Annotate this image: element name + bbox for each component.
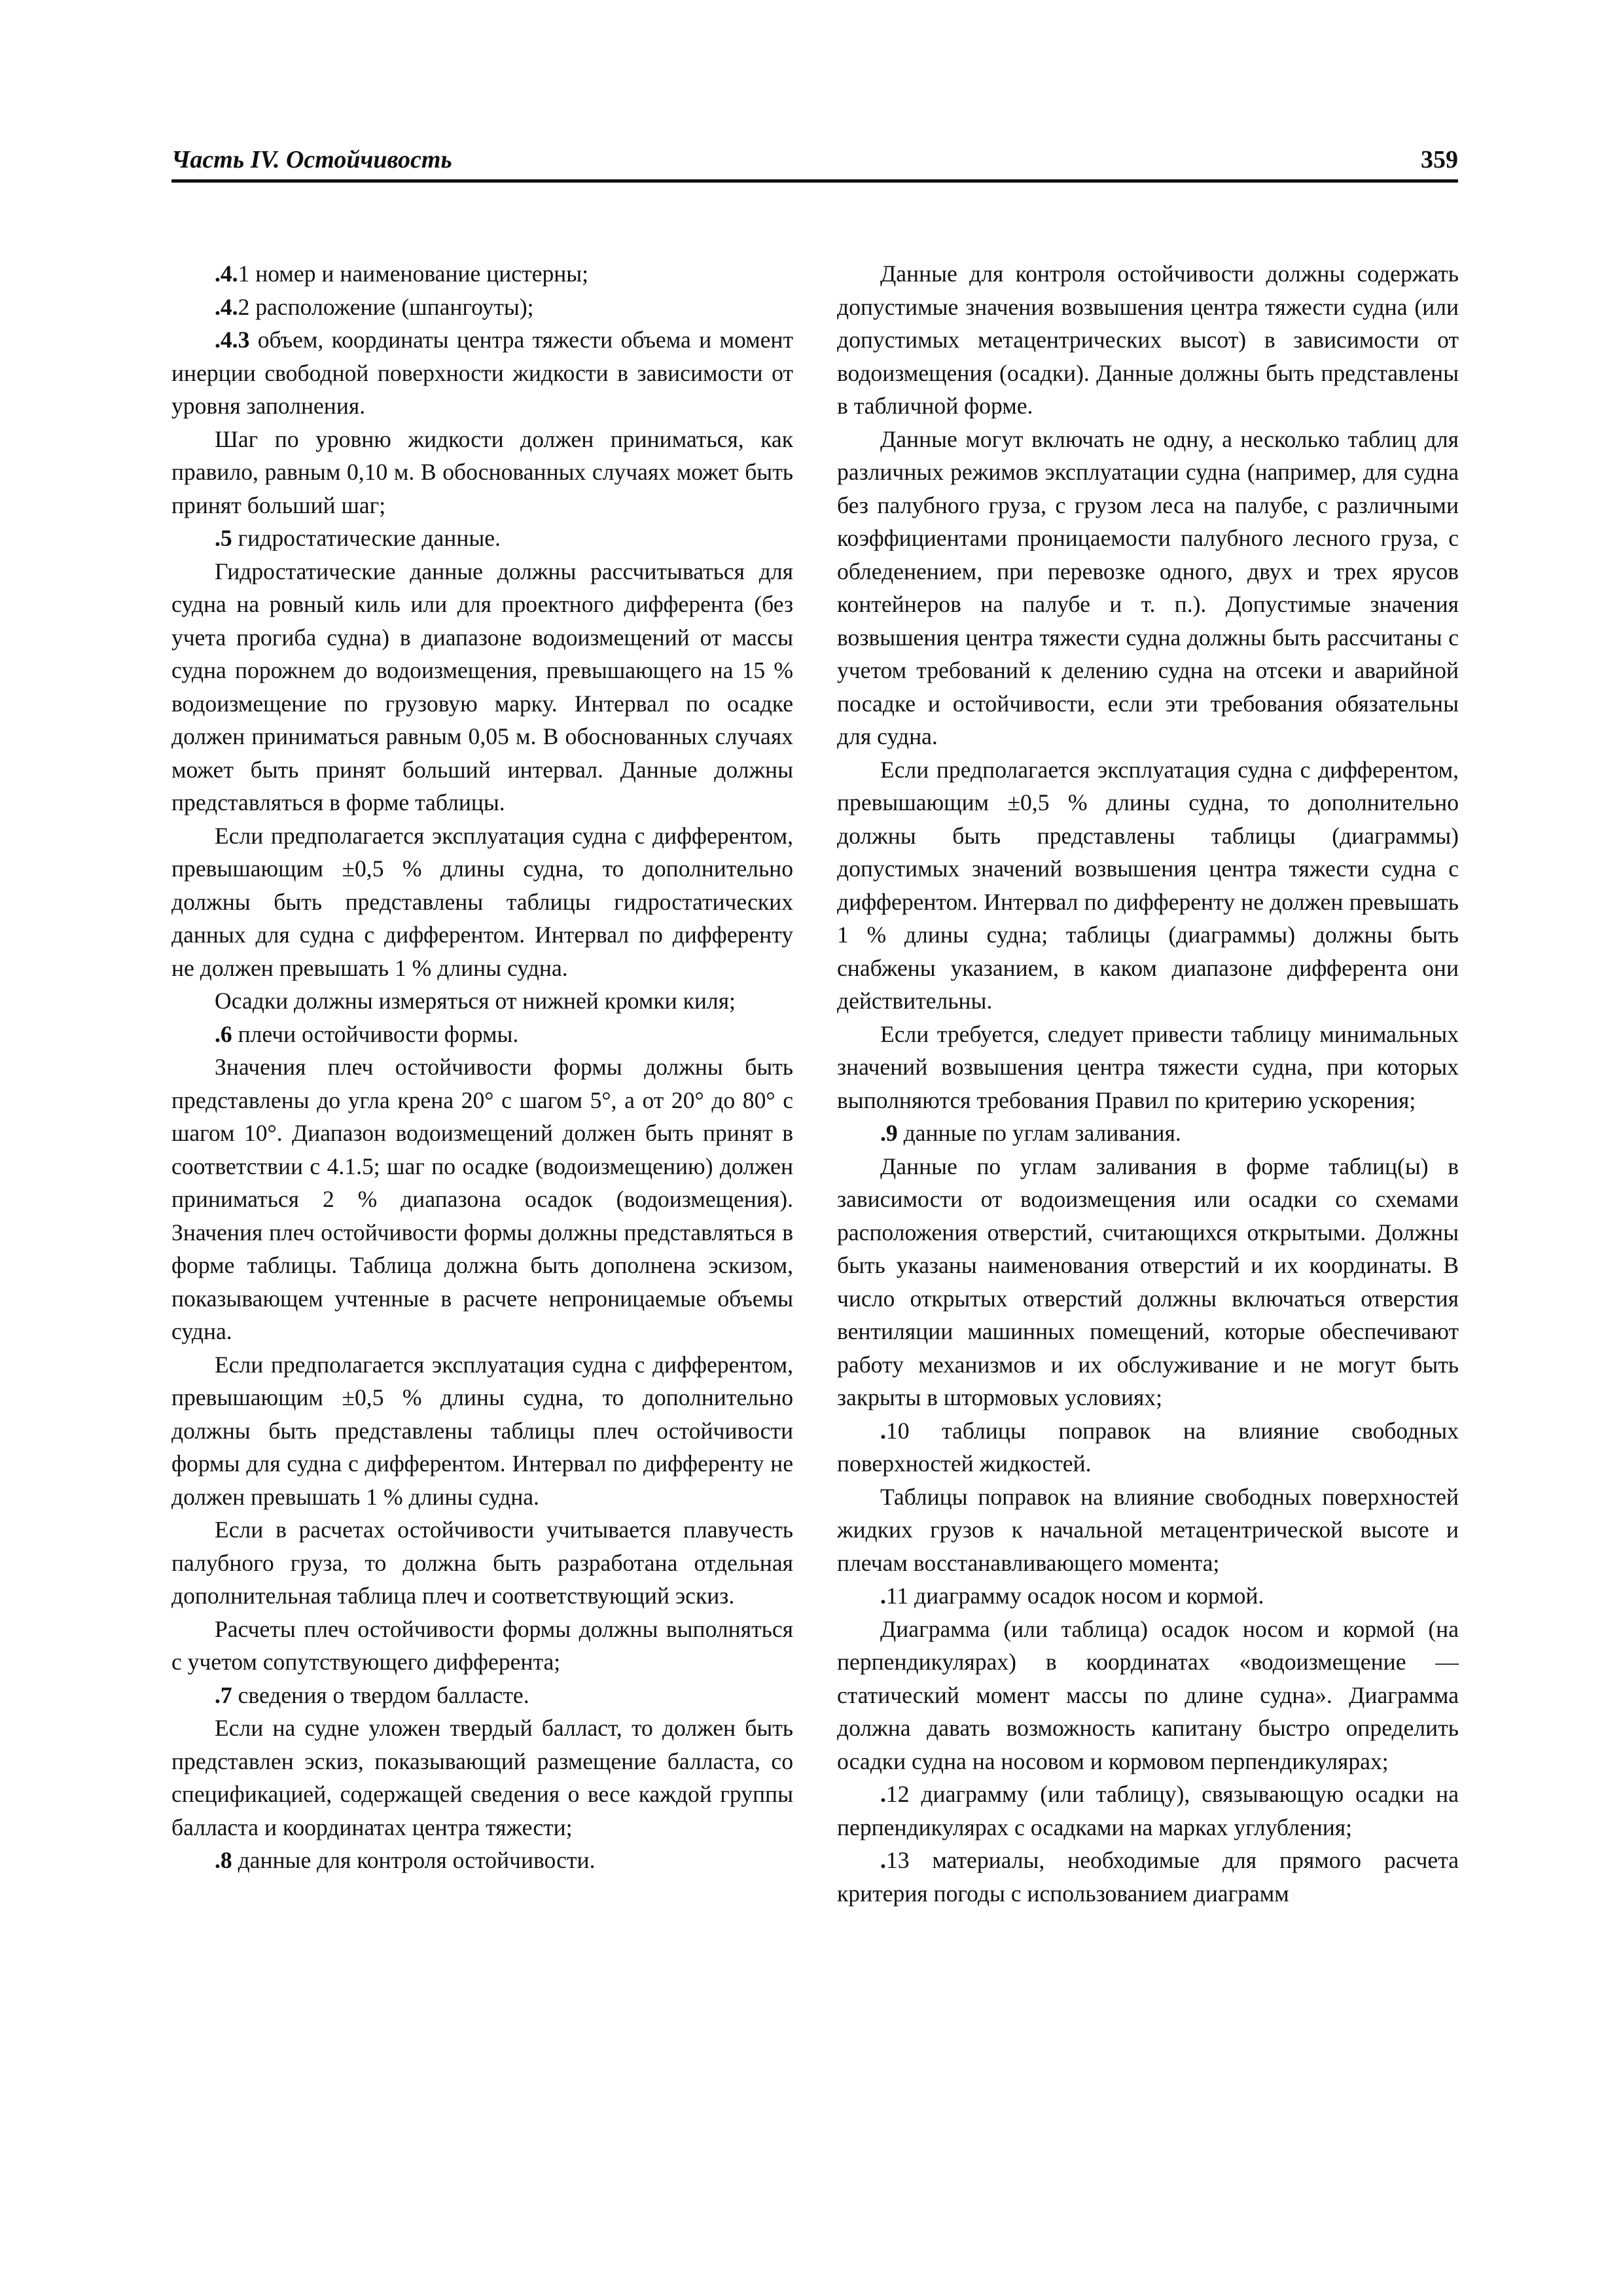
paragraph: Данные могут включать не одну, а несколько таблиц для различных режимов эксплуатации судна (например, для судна без палубного груза, с грузом леса на палубе, с различными коэффициентами проницаемости палубного лесного груза, с обледенением, при перевозке одного, двух и трех ярусов контейнеров на палубе и т. п.). Допустимые значения возвышения центра тяжести судна должны быть рассчитаны с учетом требований к делению судна на отсеки и аварийной посадке и остойчивости, если эти требования обязательны для судна. <box>837 425 1459 749</box>
paragraph: Если на судне уложен твердый балласт, то должен быть представлен эскиз, показывающий размещение балласта, со спецификацией, содержащей сведения о весе каждой группы балласта и координатах центра тяжести; <box>171 1715 793 1840</box>
section-title: Часть IV. Остойчивость <box>171 146 452 173</box>
paragraph: Гидростатические данные должны рассчитываться для судна на ровный киль или для проектного дифферента (без учета прогиба судна) в диапазоне водоизмещений от массы судна порожнем до водоизмещения, превышающего на 15 % водоизмещение по грузовую марку. Интервал по осадке должен приниматься равным 0,05 м. В обоснованных случаях может быть принят больший интервал. Данные должны представляться в форме таблицы. <box>171 558 793 816</box>
paragraph: Если требуется, следует привести таблицу минимальных значений возвышения центра тяжести судна, при которых выполняются требования Правил по критерию ускорения; <box>837 1020 1459 1113</box>
paragraph: Данные для контроля остойчивости должны содержать допустимые значения возвышения центра тяжести судна (или допустимых метацентрических высот) в зависимости от водоизмещения (осадки). Данные должны быть представлены в табличной форме. <box>837 260 1459 419</box>
page-number: 359 <box>1421 146 1458 173</box>
paragraph: Осадки должны измеряться от нижней кромки киля; <box>215 988 736 1014</box>
paragraph: .5 гидростатические данные. <box>215 525 501 551</box>
paragraph: .4.3 объем, координаты центра тяжести объема и момент инерции свободной поверхности жидкости в зависимости от уровня заполнения. <box>171 327 793 419</box>
paragraph: .4.2 расположение (шпангоуты); <box>215 293 534 320</box>
paragraph: Значения плеч остойчивости формы должны быть представлены до угла крена 20° с шагом 5°, а от 20° до 80° с шагом 10°. Диапазон водоизмещений должен быть принят в соответствии с 4.1.5; шаг по осадке (водоизмещению) должен приниматься 2 % диапазона осадок (водоизмещения). Значения плеч остойчивости формы должны представляться в форме таблицы. Таблица должна быть дополнена эскизом, показывающем учтенные в расчете непроницаемые объемы судна. <box>171 1054 793 1344</box>
paragraph: Данные по углам заливания в форме таблиц(ы) в зависимости от водоизмещения или осадки со схемами расположения отверстий, считающихся открытыми. Должны быть указаны наименования отверстий и их координаты. В число открытых отверстий должны включаться отверстия вентиляции машинных помещений, которые обеспечивают работу механизмов и их обслуживание и не могут быть закрыты в штормовых условиях; <box>837 1153 1459 1410</box>
paragraph: .11 диаграмму осадок носом и кормой. <box>880 1583 1264 1609</box>
paragraph: Расчеты плеч остойчивости формы должны выполняться с учетом сопутствующего дифферента; <box>171 1615 793 1675</box>
paragraph: .8 данные для контроля остойчивости. <box>215 1847 596 1873</box>
paragraph: .13 материалы, необходимые для прямого расчета критерия погоды с использованием диаграмм <box>837 1847 1459 1907</box>
paragraph: .4.1 номер и наименование цистерны; <box>215 260 589 287</box>
paragraph: .6 плечи остойчивости формы. <box>215 1020 519 1047</box>
paragraph: .9 данные по углам заливания. <box>880 1120 1181 1146</box>
paragraph: Шаг по уровню жидкости должен приниматься, как правило, равным 0,10 м. В обоснованных случаях может быть принят больший шаг; <box>171 425 793 518</box>
paragraph: Если предполагается эксплуатация судна с дифферентом, превышающим ±0,5 % длины судна, то дополнительно должны быть представлены таблицы гидростатических данных для судна с дифферентом. Интервал по дифференту не должен превышать 1 % длины судна. <box>171 822 793 981</box>
left-column <box>171 257 793 1877</box>
running-header <box>171 143 1458 183</box>
paragraph: Диаграмма (или таблица) осадок носом и кормой (на перпендикулярах) в координатах «водоизмещение — статический момент массы по длине судна». Диаграмма должна давать возможность капитану быстро определить осадки судна на носовом и кормовом перпендикулярах; <box>837 1615 1459 1774</box>
paragraph: .10 таблицы поправок на влияние свободных поверхностей жидкостей. <box>837 1417 1459 1477</box>
paragraph: .12 диаграмму (или таблицу), связывающую осадки на перпендикулярах с осадками на марках углубления; <box>837 1781 1459 1840</box>
paragraph: Если предполагается эксплуатация судна с дифферентом, превышающим ±0,5 % длины судна, то дополнительно должны быть представлены таблицы (диаграммы) допустимых значений возвышения центра тяжести судна с дифферентом. Интервал по дифференту не должен превышать 1 % длины судна; таблицы (диаграммы) должны быть снабжены указанием, в каком диапазоне дифферента они действительны. <box>837 756 1459 1014</box>
paragraph: Если в расчетах остойчивости учитывается плавучесть палубного груза, то должна быть разработана отдельная дополнительная таблица плеч и соответствующий эскиз. <box>171 1516 793 1609</box>
right-column <box>837 257 1459 1910</box>
paragraph: Таблицы поправок на влияние свободных поверхностей жидких грузов к начальной метацентрической высоте и плечам восстанавливающего момента; <box>837 1483 1459 1576</box>
paragraph: .7 сведения о твердом балласте. <box>215 1681 529 1708</box>
paragraph: Если предполагается эксплуатация судна с дифферентом, превышающим ±0,5 % длины судна, то дополнительно должны быть представлены таблицы плеч остойчивости формы для судна с дифферентом. Интервал по дифференту не должен превышать 1 % длины судна. <box>171 1351 793 1510</box>
